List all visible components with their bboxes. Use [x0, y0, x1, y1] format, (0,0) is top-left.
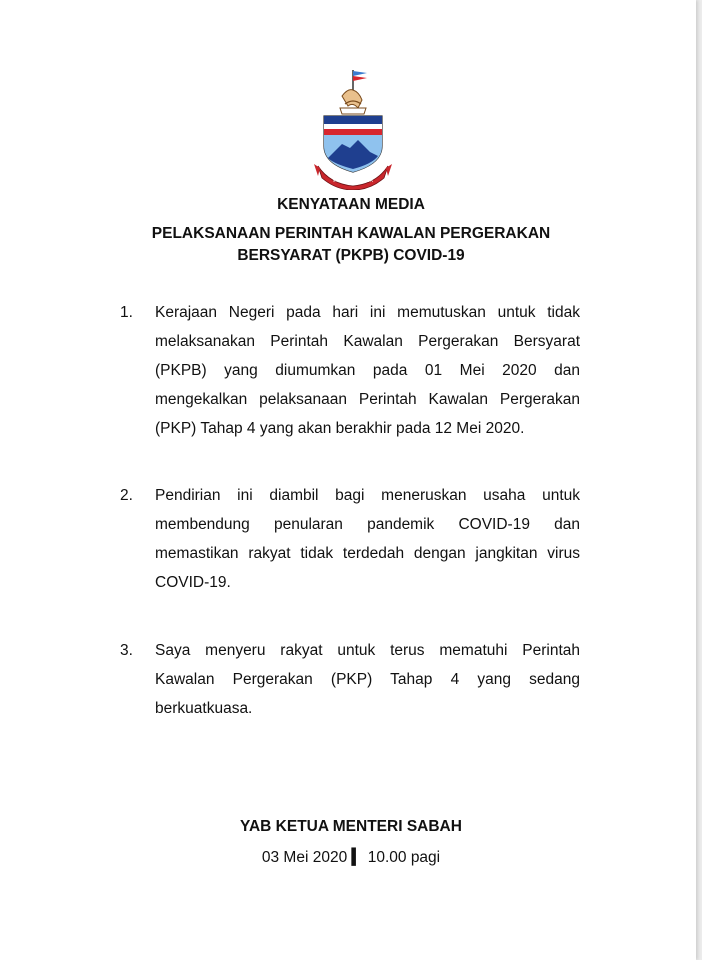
paragraph-number: 2. — [120, 487, 133, 504]
sabah-coat-of-arms-logo — [312, 68, 394, 190]
paragraph-text: Kerajaan Negeri pada hari ini memutuskan untuk tidak melaksanakan Perintah Kawalan Pergerakan Bersyarat (PKPB) yang diumumkan pada 01 Mei 2020 dan mengekalkan pelaksanaan Perintah Kawalan Pergerakan (PKP) Tahap 4 yang akan berakhir pada 12 Mei 2020. — [155, 304, 580, 437]
signatory-name: YAB KETUA MENTERI SABAH — [240, 818, 462, 835]
paragraph-1 — [120, 298, 580, 443]
paragraph-number: 1. — [120, 304, 133, 321]
statement-subtitle-line2: BERSYARAT (PKPB) COVID-19 — [237, 247, 465, 264]
svg-text:SABAH MAJU JAYA: SABAH MAJU JAYA — [332, 178, 374, 183]
paragraph-number: 3. — [120, 642, 133, 659]
paragraph-2 — [120, 481, 580, 597]
statement-subtitle-line1: PELAKSANAAN PERINTAH KAWALAN PERGERAKAN — [151, 225, 551, 242]
paragraph-text: Pendirian ini diambil bagi meneruskan usaha untuk membendung penularan pandemik COVID-19 dan memastikan rakyat tidak terdedah dengan jangkitan virus COVID-19. — [155, 487, 580, 591]
paragraph-3 — [120, 636, 580, 723]
statement-date: 03 Mei 2020 ▍ 10.00 pagi — [261, 849, 441, 866]
paragraph-text: Saya menyeru rakyat untuk terus mematuhi Perintah Kawalan Pergerakan (PKP) Tahap 4 yang sedang berkuatkuasa. — [155, 642, 580, 717]
media-statement-title: KENYATAAN MEDIA — [277, 196, 425, 213]
